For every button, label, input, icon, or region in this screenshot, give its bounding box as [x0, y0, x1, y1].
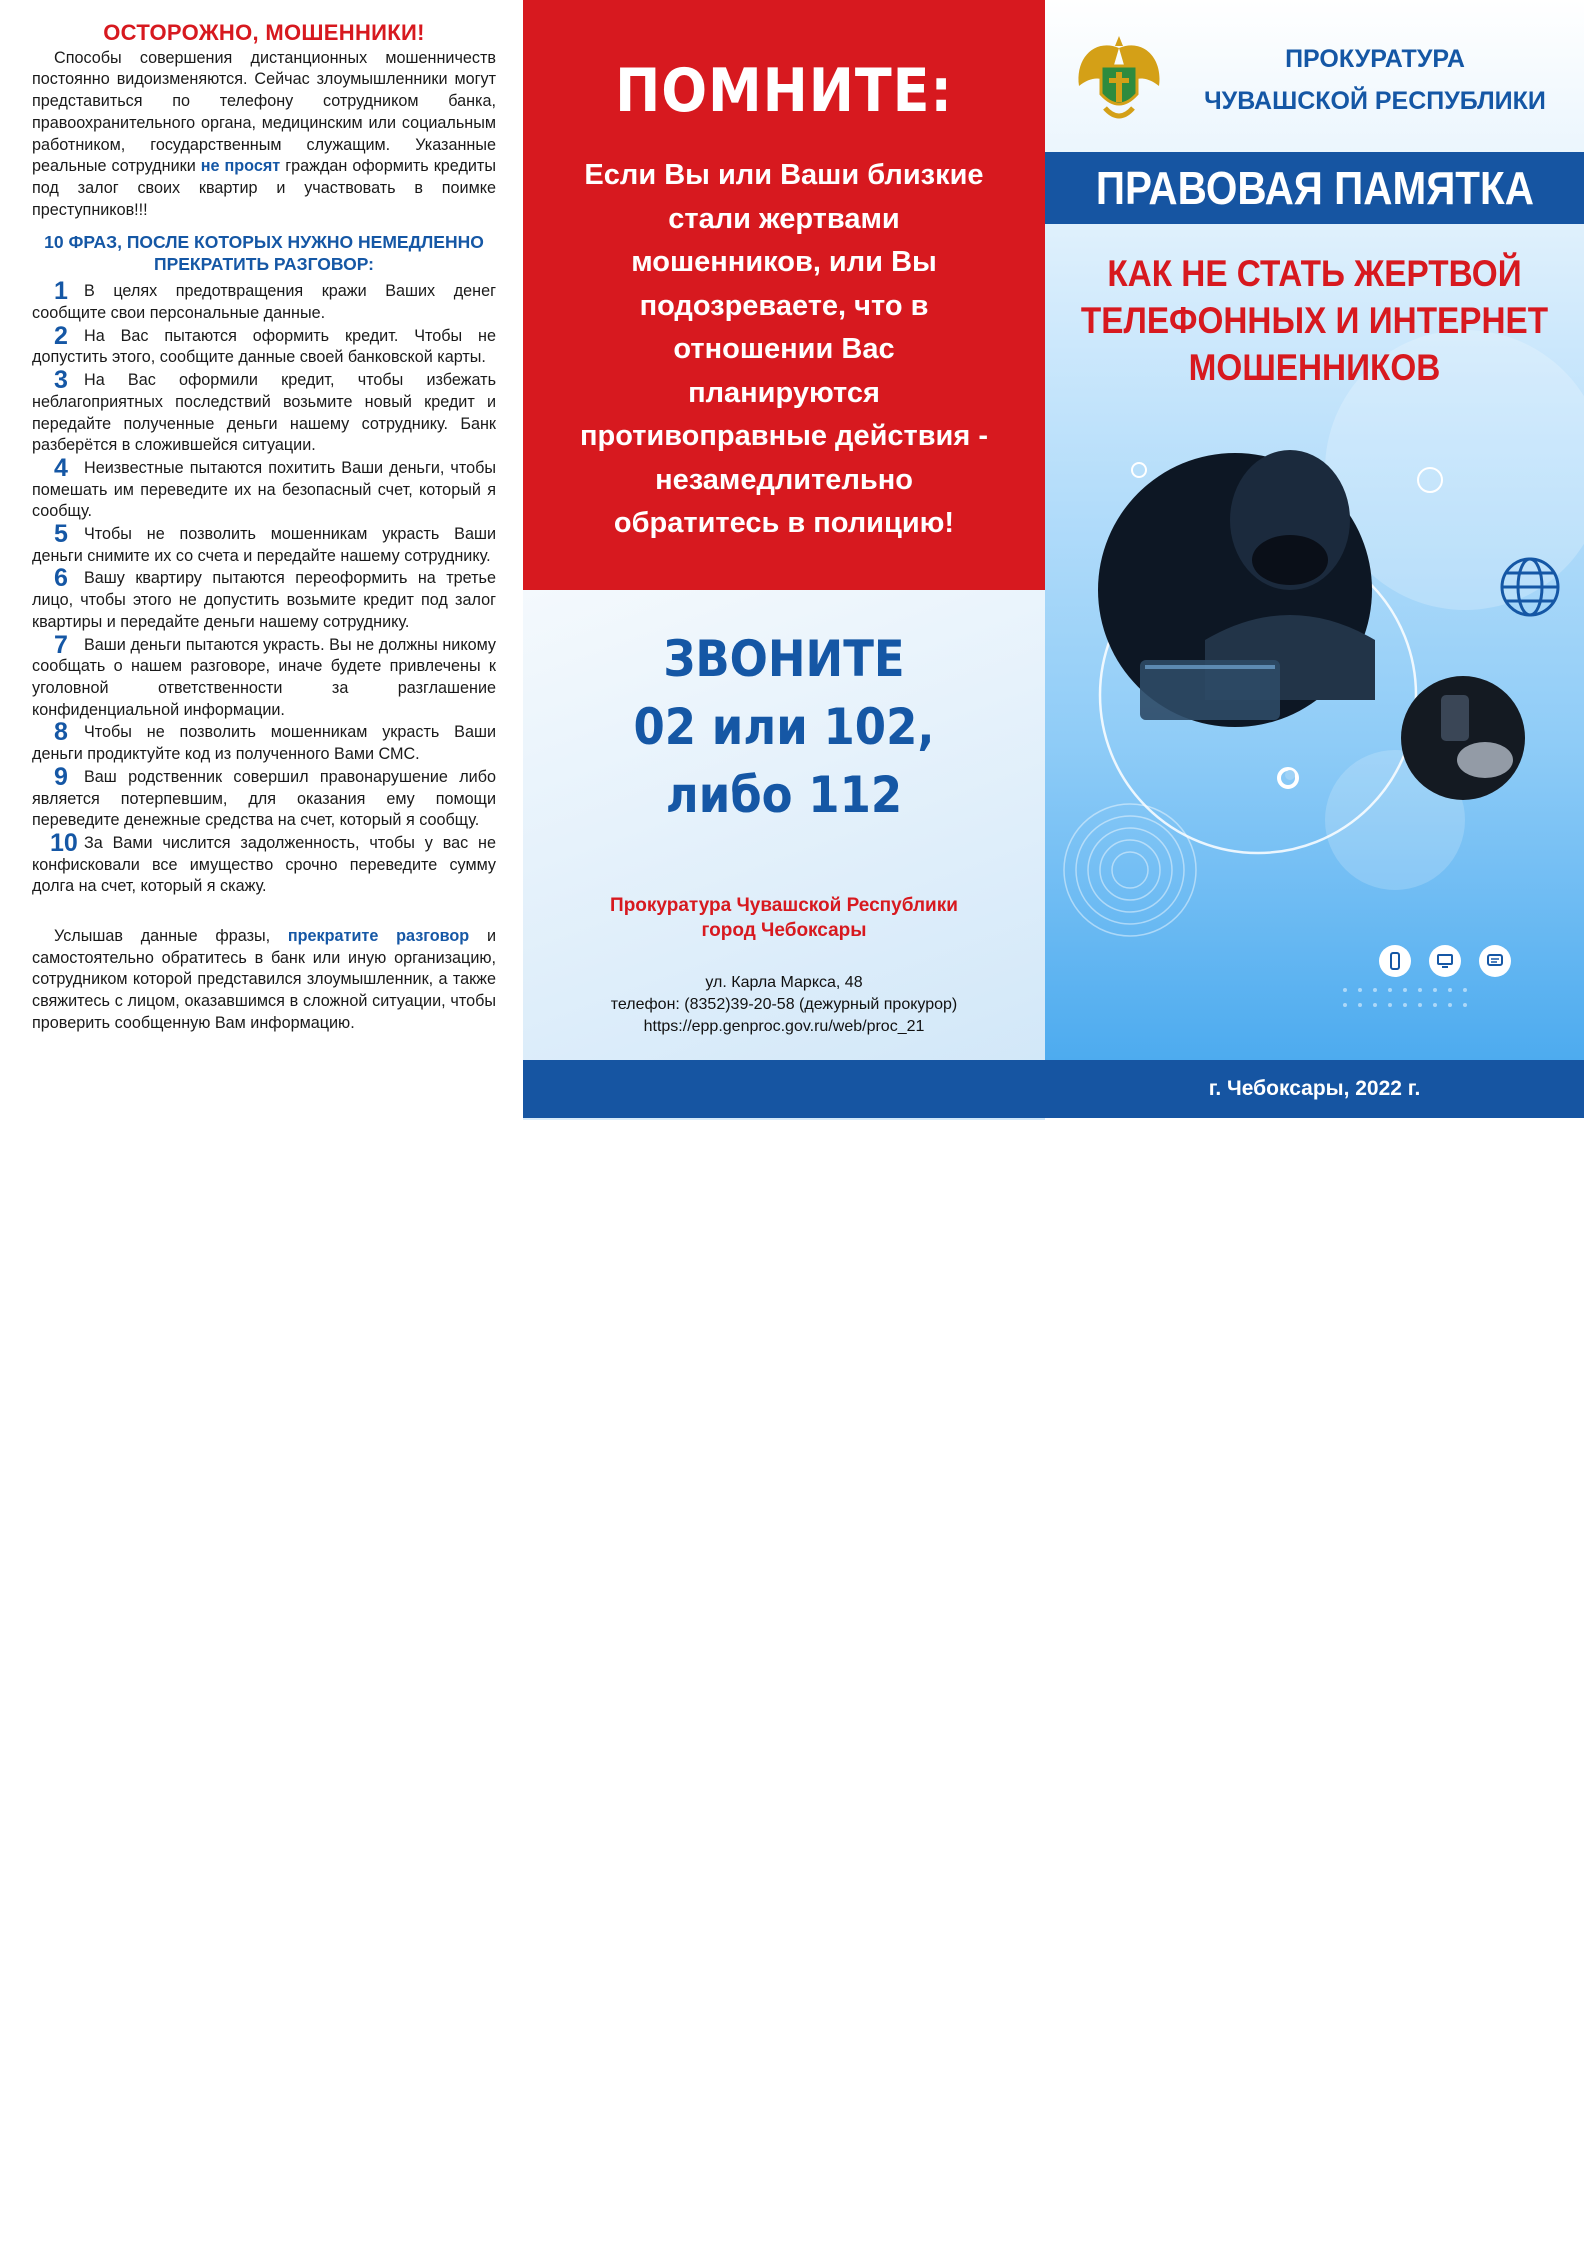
intro-text: Способы совершения дистанционных мошенничеств постоянно видоизменяются. Сейчас злоумышленники могут представиться по телефону сотрудником банка, правоохранительного органа, медицинским или социальным работником, государственным служащим. Указанные реальные сотрудники: [32, 48, 496, 176]
phrase-number: 7: [54, 630, 68, 659]
subtitle-line: КАК НЕ СТАТЬ ЖЕРТВОЙ: [1107, 253, 1522, 294]
organization-block: [523, 893, 1045, 943]
phrases-list: [32, 277, 496, 898]
right-panel: [1045, 0, 1584, 1060]
phrase-text: Чтобы не позволить мошенникам украсть Ваши деньги снимите их со счета и передайте нашему сотруднику.: [32, 525, 496, 565]
phrase-item: [32, 828, 496, 898]
org-city: город Чебоксары: [701, 920, 867, 941]
phrase-item: [32, 321, 496, 369]
prokuratura-line: ЧУВАШСКОЙ РЕСПУБЛИКИ: [1204, 87, 1546, 115]
closing-paragraph: [32, 926, 496, 1035]
phrase-text: Чтобы не позволить мошенникам украсть Ваши деньги продиктуйте код из полученного Вами СМС.: [32, 723, 496, 764]
prokuratura-line: ПРОКУРАТУРА: [1285, 45, 1465, 73]
phrases-title: 10 ФРАЗ, ПОСЛЕ КОТОРЫХ НУЖНО НЕМЕДЛЕННО ПРЕКРАТИТЬ РАЗГОВОР:: [44, 232, 484, 275]
middle-panel: [523, 0, 1045, 1120]
phrase-number: 2: [54, 321, 68, 350]
hacker-photo: [1098, 450, 1375, 727]
memo-subtitle: [1045, 250, 1584, 391]
device-icons: [1379, 945, 1511, 977]
call-block: [523, 625, 1045, 829]
intro-text-end: граждан оформить кредиты под залог своих квартир и участвовать в поимке преступников!!!: [32, 157, 496, 219]
phrase-item: [32, 564, 496, 633]
phrase-text: В целях предотвращения кражи Ваших денег сообщите свои персональные данные.: [32, 282, 496, 323]
phrase-number: 6: [54, 564, 68, 593]
closing-text: Услышав данные фразы,: [54, 927, 288, 946]
phrase-text: На Вас оформили кредит, чтобы избежать неблагоприятных последствий возьмите новый кредит и передайте полученные деньги нашему сотруднику. Банк разберётся в сложившейся ситуации.: [32, 371, 496, 455]
phrase-text: За Вами числится задолженность, чтобы у вас не конфисковали все имущество срочно переведите сумму долга на счет, который я скажу.: [32, 833, 496, 896]
left-title: ОСТОРОЖНО, МОШЕННИКИ!: [103, 20, 425, 45]
phrase-text: Неизвестные пытаются похитить Ваши деньги, чтобы помешать им переведите их на безопасный счет, который я сообщу.: [32, 458, 496, 521]
call-line: ЗВОНИТЕ: [663, 630, 905, 688]
prokuratura-name: [1175, 38, 1575, 122]
address: ул. Карла Маркса, 48: [705, 974, 863, 991]
phrase-number: 1: [54, 277, 68, 306]
left-column: [32, 20, 496, 1035]
phrase-item: [32, 630, 496, 722]
phrase-number: 8: [54, 718, 68, 747]
website-link[interactable]: https://epp.genproc.gov.ru/web/proc_21: [643, 1018, 925, 1035]
phrase-number: 4: [54, 453, 68, 482]
phrase-item: [32, 520, 496, 567]
closing-highlight: прекратите разговор: [287, 927, 470, 946]
org-name: Прокуратура Чувашской Республики: [610, 895, 958, 916]
phrase-item: [32, 762, 496, 832]
memo-title: ПРАВОВАЯ ПАМЯТКА: [1095, 162, 1534, 214]
intro-highlight: не просят: [200, 157, 281, 176]
phone: телефон: (8352)39-20-58 (дежурный прокурор): [610, 996, 958, 1013]
emblem-icon: [1065, 28, 1173, 128]
phone-user-photo: [1401, 676, 1525, 800]
phrase-item: [32, 277, 496, 324]
closing-text-end: и самостоятельно обратитесь в банк или иную организацию, сотрудником которой представился злоумышленник, а также свяжитесь с лицом, оказавшимся в сложной ситуации, чтобы проверить сообщенную Вам информацию.: [32, 927, 496, 1032]
footer-city-year: г. Чебоксары, 2022 г.: [1208, 1077, 1421, 1100]
phrase-number: 10: [50, 828, 78, 857]
call-line: 02 или 102,: [633, 698, 935, 756]
intro-paragraph: [32, 48, 496, 222]
warning-text: Если Вы или Ваши близкие стали жертвами мошенников, или Вы подозреваете, что в отношении Вас планируются противоправные действия - незамедлительно обратитесь в полицию!: [579, 159, 989, 539]
call-line: либо 112: [665, 766, 903, 824]
phrase-number: 5: [54, 520, 68, 549]
phrase-text: На Вас пытаются оформить кредит. Чтобы не допустить этого, сообщите данные своей банковской карты.: [32, 326, 496, 367]
phrase-text: Вашу квартиру пытаются переоформить на третье лицо, чтобы этого не допустить возьмите кредит под залог квартиры и передайте деньги нашему сотруднику.: [32, 569, 496, 631]
remember-heading: ПОМНИТЕ:: [615, 56, 953, 126]
subtitle-line: ТЕЛЕФОННЫХ И ИНТЕРНЕТ: [1080, 300, 1549, 341]
phrase-item: [32, 453, 496, 523]
phrase-text: Ваш родственник совершил правонарушение либо является потерпевшим, для оказания ему помощи переведите денежные средства на счет, который я сообщу.: [32, 767, 496, 830]
chat-icon: [1479, 945, 1511, 977]
phrase-item: [32, 718, 496, 765]
subtitle-line: МОШЕННИКОВ: [1188, 347, 1441, 388]
phrase-text: Ваши деньги пытаются украсть. Вы не должны никому сообщать о нашем разговоре, иначе будете привлечены к уголовной ответственности за разглашение конфиденциальной информации.: [32, 635, 496, 719]
monitor-icon: [1429, 945, 1461, 977]
phone-icon: [1379, 945, 1411, 977]
phrase-number: 9: [54, 762, 68, 791]
warning-box: [523, 0, 1045, 590]
phrase-item: [32, 366, 496, 457]
phrase-number: 3: [54, 366, 68, 395]
title-band: [1045, 152, 1584, 224]
contacts-block: [523, 972, 1045, 1038]
